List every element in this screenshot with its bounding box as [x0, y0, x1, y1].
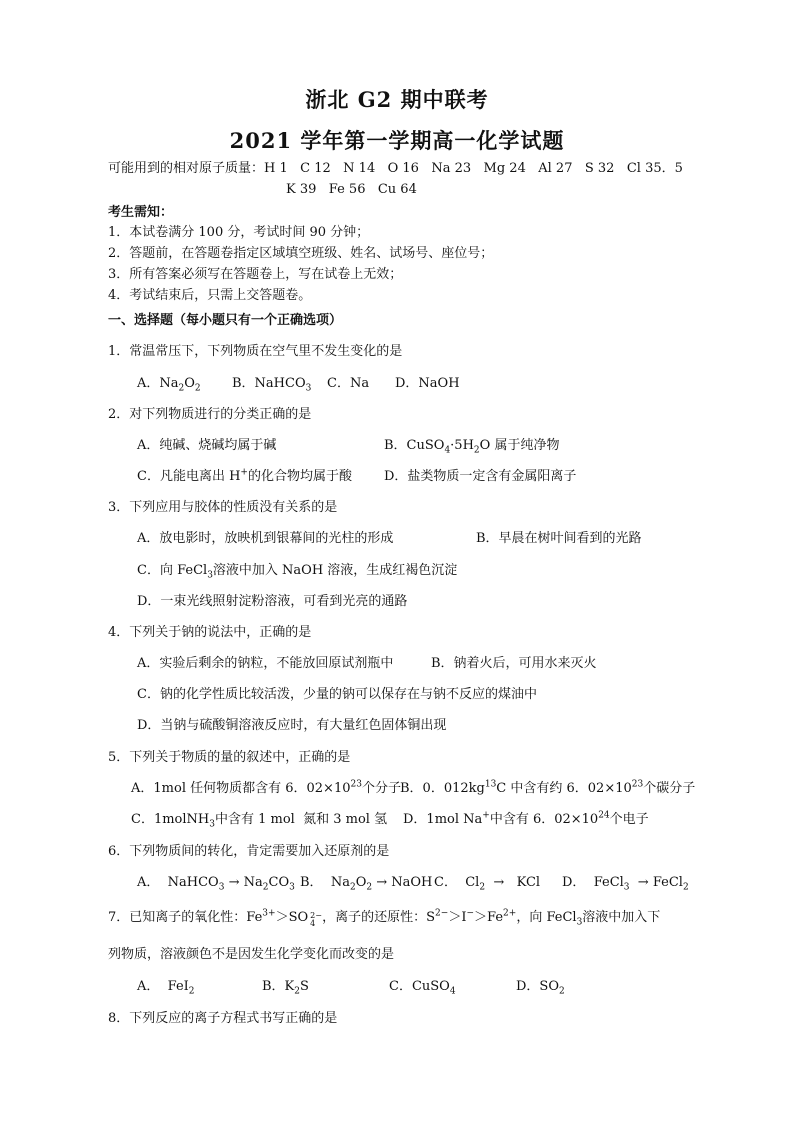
q4-option-d: D．当钠与硫酸铜溶液反应时，有大量红色固体铜出现 — [137, 718, 447, 733]
atomic-masses-line1 — [108, 160, 683, 178]
q5-option-c: C．1molNH$_3$中含有 1 mol 氮和 3 mol 氢 — [131, 812, 388, 830]
question-2-stem: 2．对下列物质进行的分类正确的是 — [108, 407, 312, 422]
sulfate-charge-script: 2− 4 — [310, 910, 322, 928]
q2-option-a: A．纯碱、烧碱均属于碱 — [137, 438, 277, 453]
notice-item: 3．所有答案必须写在答题卷上，写在试卷上无效； — [108, 267, 403, 282]
q7-option-c: C．CuSO$_4$ — [389, 979, 456, 997]
q3-option-c: C．向 FeCl$_3$溶液中加入 NaOH 溶液，生成红褐色沉淀 — [137, 563, 458, 581]
q2-option-c: C．凡能电离出 H+的化合物均属于酸 — [137, 467, 352, 484]
atomic-masses-label: 可能用到的相对原子质量： — [108, 161, 265, 176]
q7-option-d: D．$SO_2$ — [516, 979, 565, 997]
q6-option-a: A． NaHCO$_3$ → $Na_2CO_3$ — [137, 875, 295, 893]
q3-option-b: B．早晨在树叶间看到的光路 — [476, 531, 642, 546]
q2-option-d: D．盐类物质一定含有金属阳离子 — [384, 469, 577, 484]
question-7-stem: 7．已知离子的氧化性：$Fe^{3+}>SO$ 2− 4 ，离子的还原性：$S^{2-}>I^->Fe^{2+}$，向 FeCl$_3$溶液中加入下 — [108, 908, 661, 928]
q7-option-b: B．$K_2S$ — [262, 979, 309, 997]
q4-option-a: A．实验后剩余的钠粒，不能放回原试剂瓶中 — [137, 656, 394, 671]
question-4-stem: 4．下列关于钠的说法中，正确的是 — [108, 625, 312, 640]
question-7-stem-line2: 列物质，溶液颜色不是因发生化学变化而改变的是 — [108, 947, 395, 962]
q5-option-d: D．1mol Na+中含有 6．$02\times 10^{24}$个电子 — [403, 810, 649, 827]
question-3-stem: 3．下列应用与胶体的性质没有关系的是 — [108, 500, 338, 515]
q3-option-d: D．一束光线照射淀粉溶液，可看到光亮的通路 — [137, 594, 408, 609]
question-1-stem: 1．常温常压下，下列物质在空气里不发生变化的是 — [108, 344, 403, 359]
question-8-stem: 8．下列反应的离子方程式书写正确的是 — [108, 1011, 338, 1026]
q5-option-b: B．0．$012kg^{13}C$ 中含有约 6．$02\times 10^{23}$个碳分子 — [400, 779, 696, 796]
q1-option-b: B．NaHCO$_3$ — [232, 376, 312, 394]
q6-option-c: C． $Cl_2$ → KCl — [434, 875, 541, 893]
q5-option-a: A．1mol 任何物质都含有 6．$02\times 10^{23}$个分子 — [131, 779, 401, 796]
question-6-stem: 6．下列物质间的转化，肯定需要加入还原剂的是 — [108, 844, 390, 859]
q7-option-a: A． FeI$_2$ — [137, 979, 195, 997]
exam-title: 浙北 G2 期中联考 — [305, 87, 489, 112]
q3-option-a: A．放电影时，放映机到银幕间的光柱的形成 — [137, 531, 394, 546]
notice-heading: 考生需知： — [108, 205, 174, 220]
atomic-masses-line2: K 39 Fe 56 Cu 64 — [286, 182, 417, 197]
atomic-masses-values-1: H 1 C 12 N 14 O 16 Na 23 Mg 24 Al 27 S 32 Cl 35．5 — [264, 161, 683, 176]
q1-option-d: D．NaOH — [395, 376, 460, 391]
section-heading: 一、选择题（每小题只有一个正确选项） — [108, 313, 343, 328]
q4-option-b: B．钠着火后，可用水来灭火 — [431, 656, 597, 671]
notice-item: 1．本试卷满分 100 分，考试时间 90 分钟； — [108, 225, 370, 240]
q2-option-b: B．$CuSO_4\cdot 5H_2O$ 属于纯净物 — [384, 438, 560, 456]
notice-item: 4．考试结束后，只需上交答题卷。 — [108, 288, 312, 303]
exam-subtitle: 2021 学年第一学期高一化学试题 — [229, 128, 565, 153]
q6-option-b: B． $Na_2O_2$ → NaOH — [300, 875, 433, 893]
q1-option-a: A．$Na_2O_2$ — [137, 376, 201, 394]
question-5-stem: 5．下列关于物质的量的叙述中，正确的是 — [108, 750, 351, 765]
q1-option-c: C．Na — [327, 376, 370, 391]
notice-item: 2．答题前，在答题卷指定区域填空班级、姓名、试场号、座位号； — [108, 246, 494, 261]
q6-option-d: D． FeCl$_3$ → FeCl$_2$ — [562, 875, 689, 893]
q4-option-c: C．钠的化学性质比较活泼，少量的钠可以保存在与钠不反应的煤油中 — [137, 687, 537, 702]
